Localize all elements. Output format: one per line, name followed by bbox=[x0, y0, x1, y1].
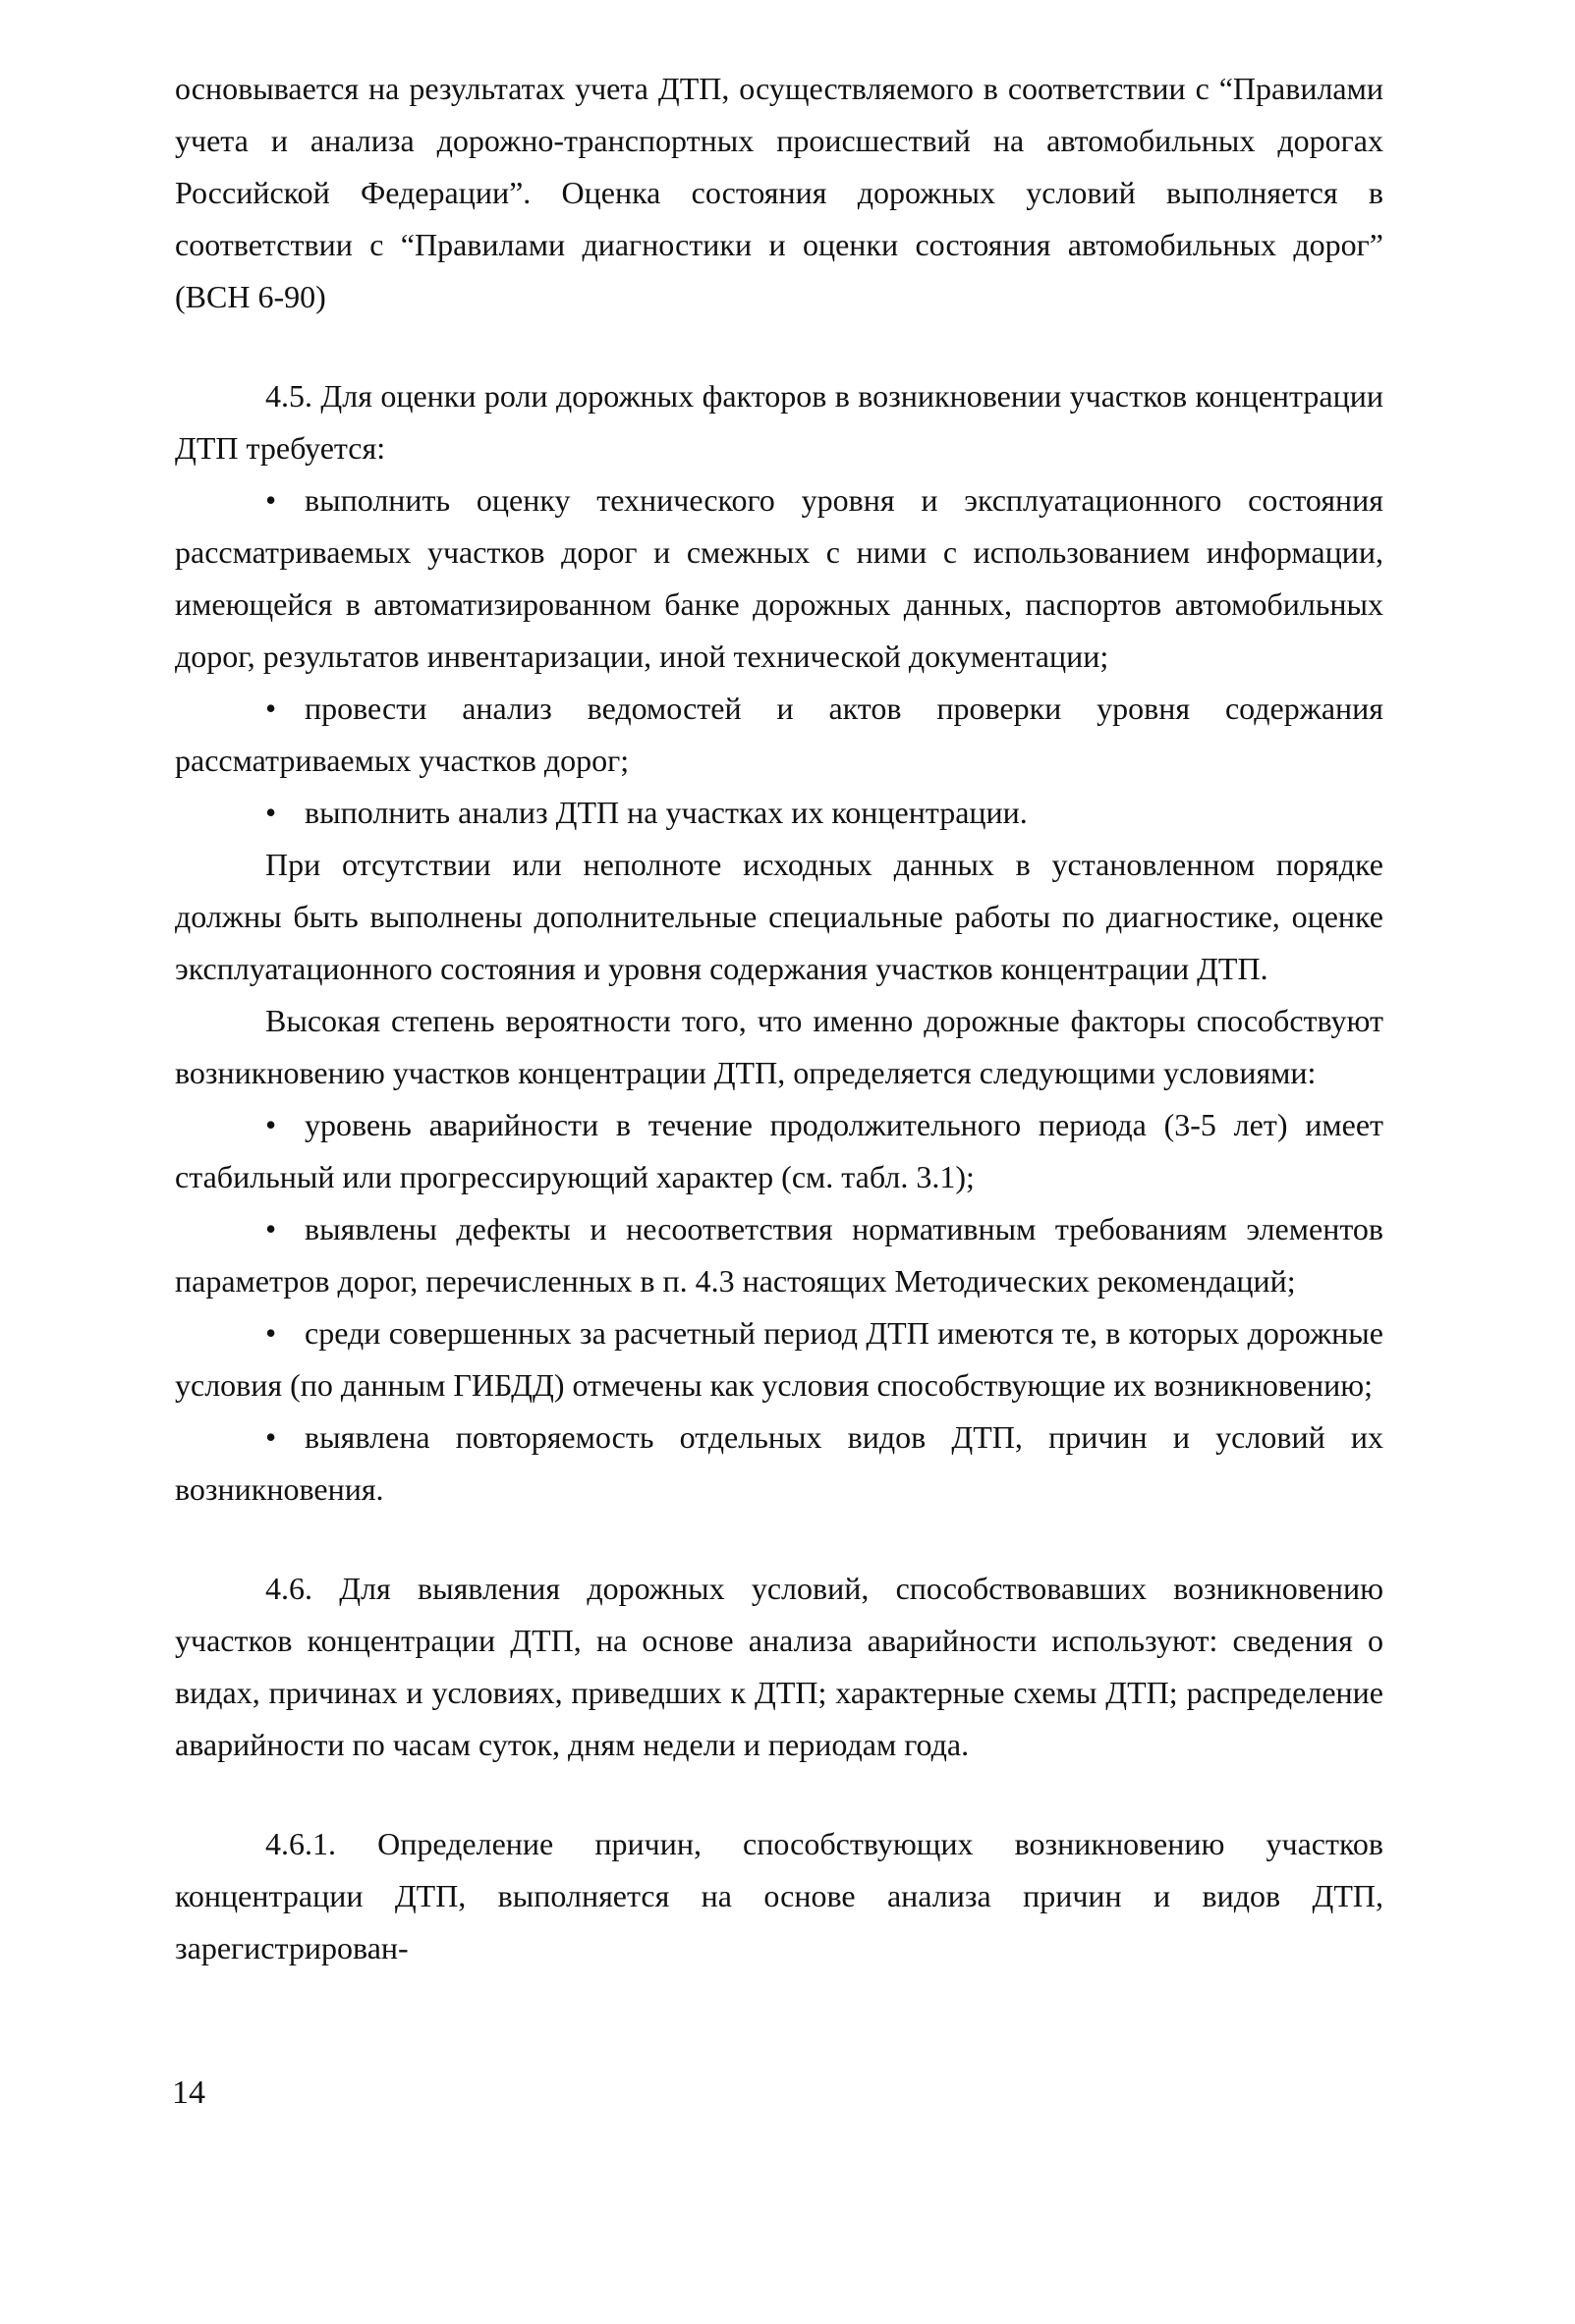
spacer bbox=[175, 323, 1383, 370]
list-item-text: выполнить оценку технического уровня и эксплуатационного состояния рассматриваемых участков дорог и смежных с ними с использованием информации, имеющейся в автоматизированном банке дорожных данных, паспортов автомобильных дорог, результатов инвентаризации, иной технической документации; bbox=[175, 482, 1383, 674]
list-item-text: выполнить анализ ДТП на участках их концентрации. bbox=[305, 795, 1028, 830]
probability-paragraph: Высокая степень вероятности того, что именно дорожные факторы способствуют возникновению участков концентрации ДТП, определяется следующими условиями: bbox=[175, 1003, 1383, 1090]
list-item bbox=[175, 1307, 1383, 1411]
list-item-text: среди совершенных за расчетный период ДТП имеются те, в которых дорожные условия (по данным ГИБДД) отмечены как условия способствующие их возникновению; bbox=[175, 1315, 1383, 1403]
bullet-icon: • bbox=[265, 691, 277, 726]
list-item bbox=[175, 683, 1383, 787]
list-item bbox=[175, 474, 1383, 683]
list-item-text: выявлены дефекты и несоответствия нормативным требованиям элементов параметров дорог, перечисленных в п. 4.3 настоящих Методических рекомендаций; bbox=[175, 1211, 1383, 1299]
list-item-text: уровень аварийности в течение продолжительного периода (3-5 лет) имеет стабильный или прогрессирующий характер (см. табл. 3.1); bbox=[175, 1107, 1383, 1194]
page-number: 14 bbox=[172, 2075, 205, 2111]
section-4-6-paragraph: 4.6. Для выявления дорожных условий, способствовавших возникновению участков концентрации ДТП, на основе анализа аварийности используют: сведения о видах, причинах и условиях, приведших к ДТП; характерные схемы ДТП; распределение аварийности по часам суток, дням недели и периодам года. bbox=[175, 1571, 1383, 1762]
absence-paragraph: При отсутствии или неполноте исходных данных в установленном порядке должны быть выполнены дополнительные специальные работы по диагностике, оценке эксплуатационного состояния и уровня содержания участков концентрации ДТП. bbox=[175, 847, 1383, 986]
list-item bbox=[175, 1099, 1383, 1203]
list-item bbox=[175, 787, 1383, 839]
spacer bbox=[175, 1771, 1383, 1818]
list-item-text: провести анализ ведомостей и актов проверки уровня содержания рассматриваемых участков дорог; bbox=[175, 691, 1383, 778]
bullet-icon: • bbox=[265, 482, 277, 518]
intro-paragraph: основывается на результатах учета ДТП, осуществляемого в соответствии с “Правилами учета и анализа дорожно-транспортных происшествий на автомобильных дорогах Российской Федерации”. Оценка состояния дорожных условий выполняется в соответствии с “Правилами диагностики и оценки состояния автомобильных дорог” (ВСН 6-90) bbox=[175, 71, 1383, 314]
spacer bbox=[175, 1516, 1383, 1563]
bullet-icon: • bbox=[265, 1419, 277, 1455]
text-body bbox=[175, 63, 1383, 1974]
section-4-6-1-paragraph: 4.6.1. Определение причин, способствующих возникновению участков концентрации ДТП, выполняется на основе анализа причин и видов ДТП, зарегистрирован- bbox=[175, 1826, 1383, 1965]
bullet-icon: • bbox=[265, 795, 277, 830]
section-4-5-heading: 4.5. Для оценки роли дорожных факторов в возникновении участков концентрации ДТП требуется: bbox=[175, 378, 1383, 466]
bullet-icon: • bbox=[265, 1211, 277, 1246]
list-item-text: выявлена повторяемость отдельных видов ДТП, причин и условий их возникновения. bbox=[175, 1419, 1383, 1507]
list-item bbox=[175, 1411, 1383, 1516]
bullet-icon: • bbox=[265, 1315, 277, 1351]
bullet-icon: • bbox=[265, 1107, 277, 1142]
list-item bbox=[175, 1203, 1383, 1307]
